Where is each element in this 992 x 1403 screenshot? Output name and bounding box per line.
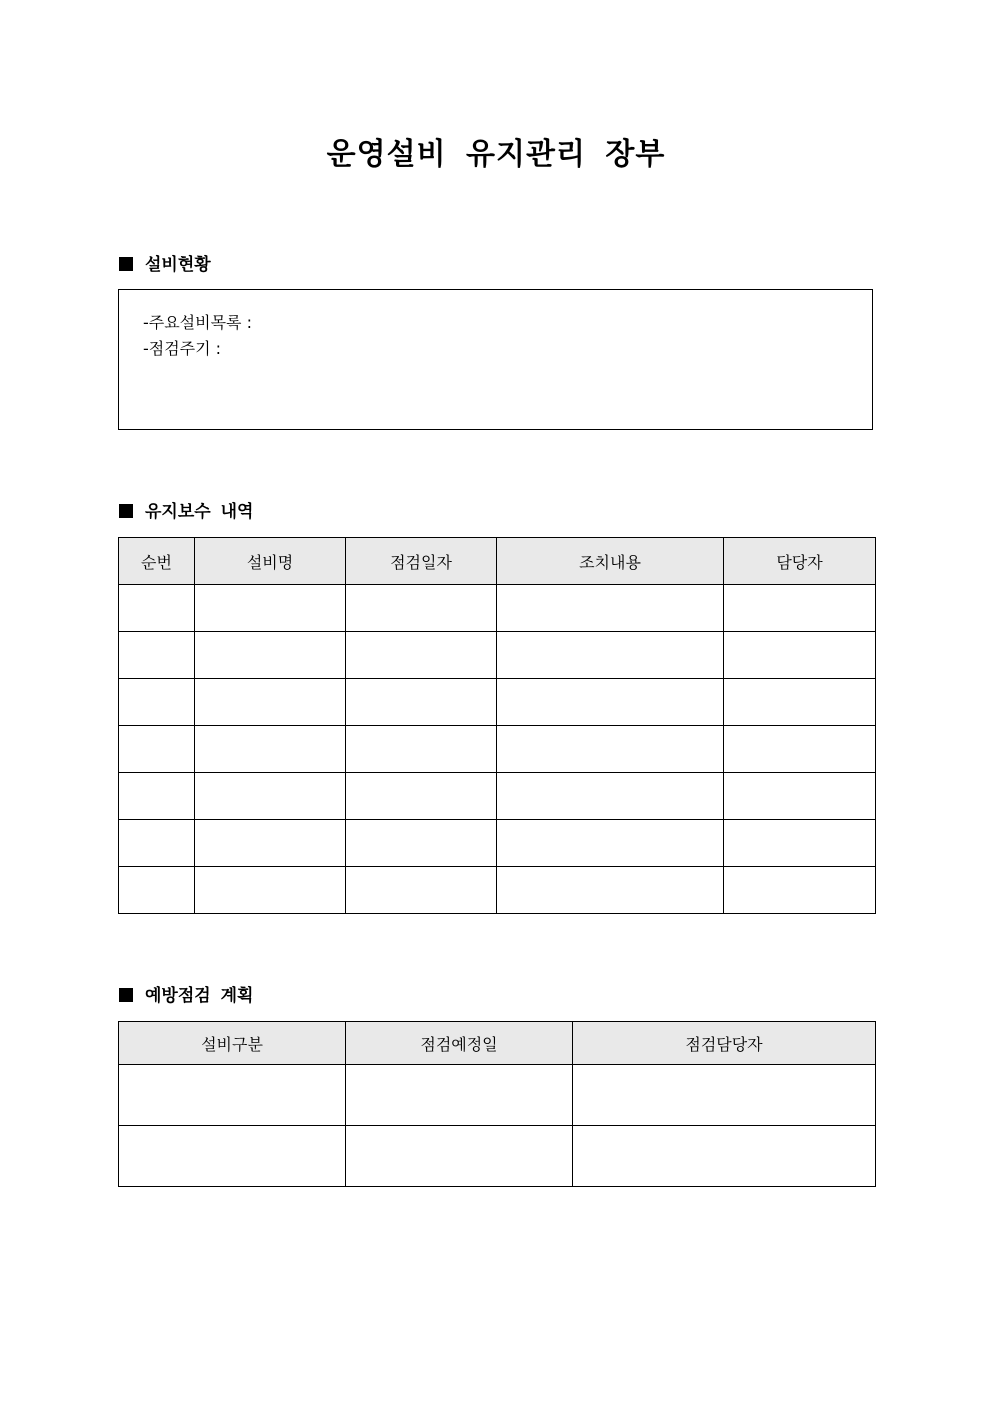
table-row <box>119 726 876 773</box>
section-heading-preventive-plan <box>119 984 253 1008</box>
column-header-inspection-date: 점검일자 <box>346 538 497 585</box>
table-cell[interactable] <box>497 867 724 914</box>
table-cell[interactable] <box>346 867 497 914</box>
table-cell[interactable] <box>346 585 497 632</box>
table-cell[interactable] <box>195 679 346 726</box>
table-cell[interactable] <box>497 632 724 679</box>
square-bullet-icon <box>119 504 133 518</box>
table-cell[interactable] <box>119 820 195 867</box>
table-row <box>119 867 876 914</box>
table-cell[interactable] <box>724 820 876 867</box>
table-row <box>119 632 876 679</box>
section-heading-label: 예방점검 계획 <box>145 986 254 1006</box>
table-cell[interactable] <box>119 679 195 726</box>
table-cell[interactable] <box>573 1065 876 1126</box>
table-cell[interactable] <box>497 679 724 726</box>
table-cell[interactable] <box>119 632 195 679</box>
table-row <box>119 1065 876 1126</box>
table-cell[interactable] <box>195 632 346 679</box>
inspection-cycle-line: -점검주기 : <box>143 339 222 358</box>
table-row <box>119 820 876 867</box>
table-cell[interactable] <box>346 679 497 726</box>
section-heading-maintenance-history <box>119 500 253 524</box>
table-cell[interactable] <box>497 820 724 867</box>
table-cell[interactable] <box>119 867 195 914</box>
section-heading-equipment-status <box>119 253 211 277</box>
table-cell[interactable] <box>497 585 724 632</box>
table-cell[interactable] <box>195 867 346 914</box>
column-header-action-details: 조치내용 <box>497 538 724 585</box>
table-header-row <box>119 1022 876 1065</box>
table-cell[interactable] <box>195 773 346 820</box>
column-header-manager: 담당자 <box>724 538 876 585</box>
square-bullet-icon <box>119 257 133 271</box>
table-cell[interactable] <box>724 585 876 632</box>
column-header-inspection-manager: 점검담당자 <box>573 1022 876 1065</box>
table-row <box>119 679 876 726</box>
column-header-equipment-category: 설비구분 <box>119 1022 346 1065</box>
table-cell[interactable] <box>724 867 876 914</box>
table-cell[interactable] <box>573 1126 876 1187</box>
column-header-scheduled-date: 점검예정일 <box>346 1022 573 1065</box>
main-equipment-list-line: -주요설비목록 : <box>143 313 252 332</box>
table-cell[interactable] <box>497 773 724 820</box>
square-bullet-icon <box>119 988 133 1002</box>
table-cell[interactable] <box>346 1065 573 1126</box>
table-cell[interactable] <box>724 726 876 773</box>
section-heading-label: 유지보수 내역 <box>145 502 254 522</box>
table-cell[interactable] <box>724 679 876 726</box>
section-heading-label: 설비현황 <box>145 255 211 275</box>
column-header-seq: 순번 <box>119 538 195 585</box>
table-cell[interactable] <box>346 773 497 820</box>
table-cell[interactable] <box>119 773 195 820</box>
table-row <box>119 1126 876 1187</box>
table-cell[interactable] <box>346 726 497 773</box>
table-cell[interactable] <box>346 820 497 867</box>
table-row <box>119 585 876 632</box>
page-title: 운영설비 유지관리 장부 <box>326 137 666 172</box>
table-cell[interactable] <box>195 820 346 867</box>
table-cell[interactable] <box>119 1126 346 1187</box>
maintenance-history-table <box>118 537 876 914</box>
table-cell[interactable] <box>119 726 195 773</box>
column-header-equipment-name: 설비명 <box>195 538 346 585</box>
table-cell[interactable] <box>195 726 346 773</box>
equipment-status-box <box>118 289 873 430</box>
table-cell[interactable] <box>346 1126 573 1187</box>
table-cell[interactable] <box>119 1065 346 1126</box>
table-cell[interactable] <box>346 632 497 679</box>
table-cell[interactable] <box>724 632 876 679</box>
table-cell[interactable] <box>497 726 724 773</box>
table-row <box>119 773 876 820</box>
table-cell[interactable] <box>119 585 195 632</box>
table-header-row <box>119 538 876 585</box>
table-cell[interactable] <box>195 585 346 632</box>
table-cell[interactable] <box>724 773 876 820</box>
preventive-plan-table <box>118 1021 876 1187</box>
